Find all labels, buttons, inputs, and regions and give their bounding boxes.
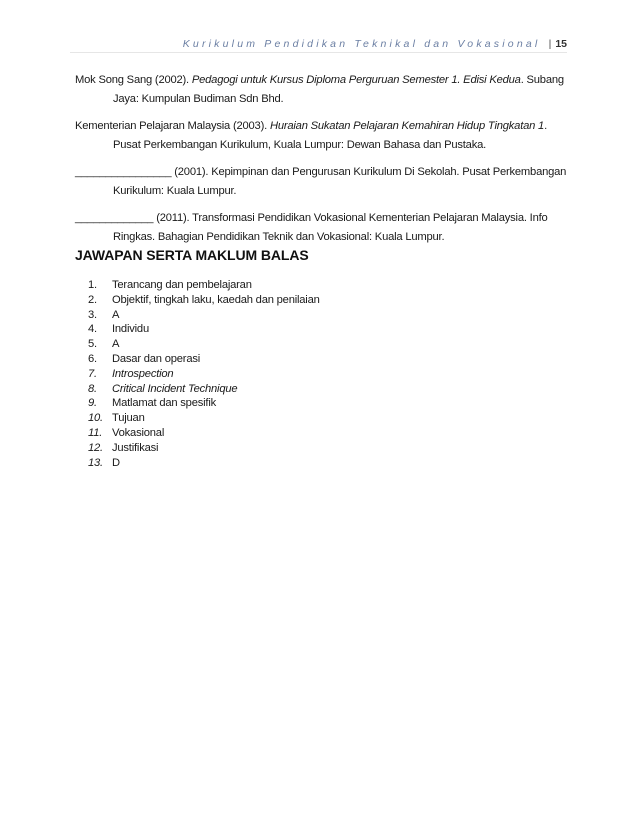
- item-number: 3.: [88, 308, 97, 321]
- item-text: Critical Incident Technique: [112, 382, 238, 395]
- list-item: [88, 322, 320, 337]
- list-item: [88, 367, 320, 382]
- item-text: A: [112, 308, 120, 321]
- reference-author-year: Kementerian Pelajaran Malaysia (2003).: [75, 120, 270, 132]
- list-item: [88, 456, 320, 471]
- reference-publisher: . Subang Jaya: Kumpulan Budiman Sdn Bhd.: [113, 74, 564, 105]
- item-text: Objektif, tingkah laku, kaedah dan penilaian: [112, 293, 320, 306]
- item-text: Matlamat dan spesifik: [112, 397, 216, 410]
- item-number: 13.: [88, 456, 103, 469]
- answer-list: [88, 278, 320, 470]
- reference-title: Pedagogi untuk Kursus Diploma Perguruan Semester 1. Edisi Kedua: [191, 74, 521, 86]
- reference-entry: [75, 209, 567, 247]
- item-number: 10.: [88, 412, 103, 425]
- list-item: [88, 396, 320, 411]
- list-item: [88, 308, 320, 323]
- item-number: 11.: [88, 426, 103, 439]
- reference-entry: [75, 117, 567, 155]
- list-item: [88, 337, 320, 352]
- reference-author-year: Mok Song Sang (2002).: [75, 74, 192, 86]
- item-text: Individu: [112, 323, 149, 336]
- reference-author-year: _____________ (2011).: [75, 212, 193, 224]
- item-number: 1.: [88, 279, 97, 291]
- item-number: 9.: [88, 397, 97, 410]
- header-divider: |: [548, 38, 552, 50]
- item-text: Justifikasi: [112, 441, 159, 454]
- reference-list: [75, 71, 567, 255]
- list-item: [88, 426, 320, 441]
- item-number: 12.: [88, 441, 103, 454]
- list-item: [88, 382, 320, 397]
- item-text: D: [112, 456, 120, 469]
- item-text: Vokasional: [112, 426, 165, 439]
- item-number: 4.: [88, 323, 97, 336]
- item-text: Introspection: [112, 367, 174, 380]
- answers-heading: JAWAPAN SERTA MAKLUM BALAS: [75, 247, 309, 263]
- reference-publisher: Transformasi Pendidikan Vokasional Kementerian Pelajaran Malaysia. Info Ringkas. Bahagian Pendidikan Teknik dan Vokasional: Kuala Lumpur.: [113, 212, 548, 243]
- item-text: A: [112, 338, 120, 351]
- item-number: 5.: [88, 338, 97, 351]
- item-number: 6.: [88, 352, 97, 365]
- item-number: 7.: [88, 367, 97, 380]
- item-text: Tujuan: [112, 412, 145, 425]
- list-item: [88, 352, 320, 367]
- list-item: [88, 411, 320, 426]
- item-text: Terancang dan pembelajaran: [112, 279, 252, 291]
- reference-publisher: . Pusat Perkembangan Kurikulum, Kuala Lumpur: Dewan Bahasa dan Pustaka.: [113, 120, 547, 151]
- reference-publisher: Kepimpinan dan Pengurusan Kurikulum Di Sekolah. Pusat Perkembangan Kurikulum: Kuala Lumpur.: [113, 166, 567, 197]
- item-number: 2.: [88, 293, 97, 306]
- item-text: Dasar dan operasi: [112, 352, 201, 365]
- page-header: [70, 38, 567, 58]
- list-item: [88, 278, 320, 293]
- item-number: 8.: [88, 382, 97, 395]
- reference-entry: [75, 71, 567, 109]
- list-item: [88, 441, 320, 456]
- reference-entry: [75, 163, 567, 201]
- header-rule: [70, 52, 567, 53]
- page-number: 15: [555, 38, 567, 50]
- running-title: Kurikulum Pendidikan Teknikal dan Vokasional: [182, 38, 541, 50]
- list-item: [88, 293, 320, 308]
- reference-author-year: ________________ (2001).: [75, 166, 212, 178]
- reference-title: Huraian Sukatan Pelajaran Kemahiran Hidup Tingkatan 1: [269, 120, 545, 132]
